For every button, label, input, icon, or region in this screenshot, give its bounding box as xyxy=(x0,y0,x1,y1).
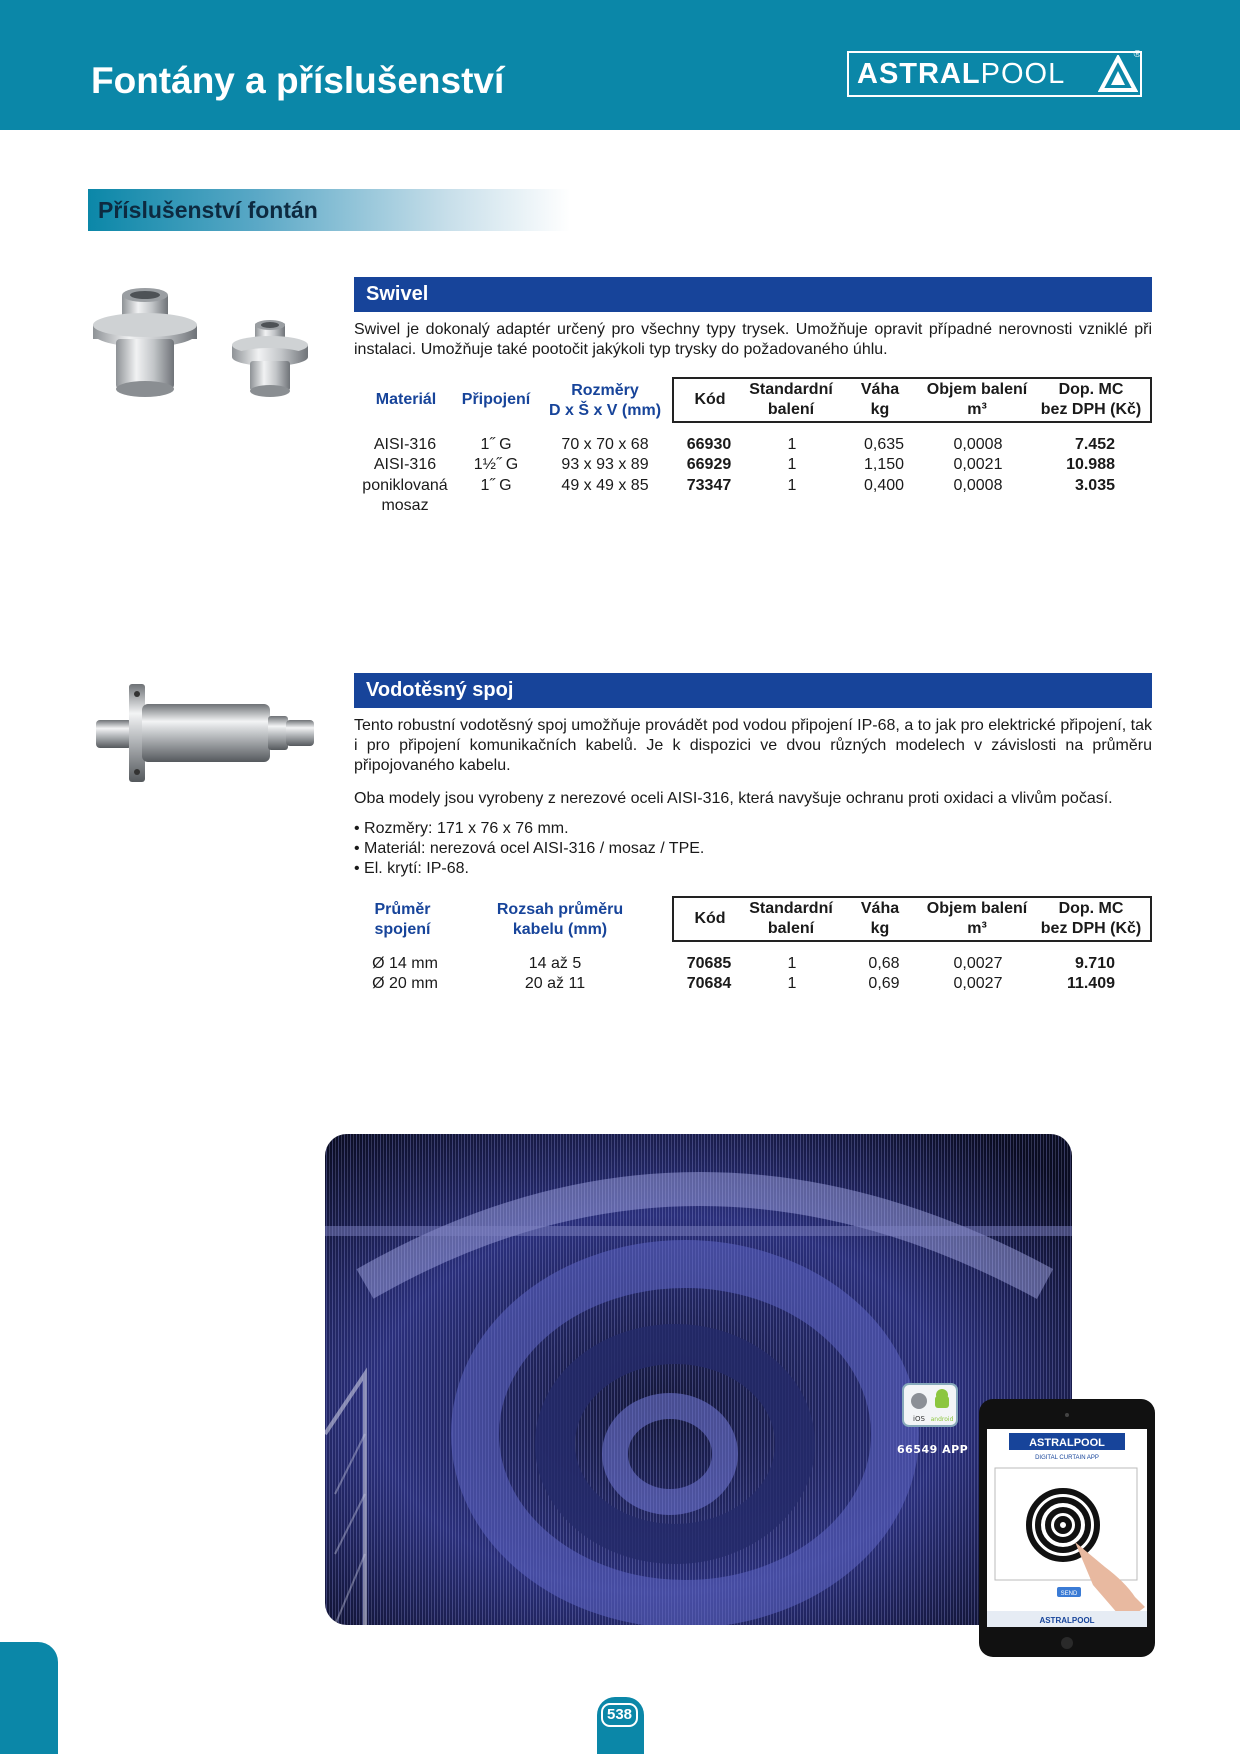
swivel-r2-package: 1 xyxy=(787,456,797,473)
joint-r1-code: 70685 xyxy=(686,955,732,972)
joint-th-range xyxy=(480,900,640,940)
joint-th-price xyxy=(1032,899,1150,939)
tablet-send-button: SEND xyxy=(1060,1591,1078,1597)
swivel-th-material: Materiál xyxy=(375,391,437,408)
joint-bullet-dimensions: • Rozměry: 171 x 76 x 76 mm. xyxy=(354,819,704,839)
waterproof-joint-photo xyxy=(96,682,318,784)
joint-th-weight-line2: kg xyxy=(870,920,890,937)
joint-r2-range: 20 až 11 xyxy=(524,975,586,992)
logo-text-bold: ASTRAL xyxy=(857,57,981,90)
joint-r1-range: 14 až 5 xyxy=(528,955,582,972)
tablet-app-image xyxy=(975,1397,1175,1662)
digital-curtain-photo xyxy=(325,1134,1072,1625)
joint-th-price-line1: Dop. MC xyxy=(1058,900,1124,917)
joint-th-diameter-line1: Průměr xyxy=(374,901,431,918)
swivel-r2-material: AISI-316 xyxy=(373,456,437,473)
swivel-r3-dimensions: 49 x 49 x 85 xyxy=(561,477,649,494)
joint-th-package xyxy=(735,899,847,939)
swivel-r2-volume: 0,0021 xyxy=(953,456,1003,473)
badge-ios-text: iOS xyxy=(913,1415,925,1423)
page-title: Fontány a příslušenství xyxy=(91,60,505,101)
swivel-r1-connection: 1˝ G xyxy=(480,436,512,453)
joint-bullet-protection: • El. krytí: IP-68. xyxy=(354,859,704,879)
joint-th-range-line1: Rozsah průměru xyxy=(496,901,624,918)
astralpool-logo xyxy=(847,51,1142,97)
swivel-r3-code: 73347 xyxy=(686,477,732,494)
tablet-logo: ASTRALPOOL xyxy=(1029,1437,1105,1449)
joint-description: Tento robustní vodotěsný spoj umožňuje provádět pod vodou připojení IP-68, a to jak pro elektrické připojení, tak i pro připojení komunikačních kabelů. Je k dispozici ve dvou různých modelech v závislosti na průměru připojovaného kabelu. xyxy=(354,717,1152,774)
tablet-screen-title: DIGITAL CURTAIN APP xyxy=(1035,1455,1099,1461)
swivel-r3-package: 1 xyxy=(787,477,797,494)
joint-title-bar: Vodotěsný spoj xyxy=(354,673,1152,708)
swivel-r3-price: 3.035 xyxy=(1074,477,1115,494)
joint-r2-package: 1 xyxy=(787,975,797,992)
swivel-product-photo xyxy=(90,285,318,420)
joint-r1-package: 1 xyxy=(787,955,797,972)
astralpool-triangle-icon xyxy=(1098,55,1138,93)
joint-th-volume-line2: m³ xyxy=(967,920,987,937)
badge-android-text: android xyxy=(930,1416,954,1423)
section-title: Příslušenství fontán xyxy=(88,189,570,231)
swivel-th-price-line2: bez DPH (Kč) xyxy=(1040,401,1142,418)
swivel-r2-connection: 1½˝ G xyxy=(473,456,519,473)
swivel-th-dimensions xyxy=(540,381,670,421)
logo-text-light: POOL xyxy=(980,57,1066,90)
swivel-th-package-line1: Standardní xyxy=(749,381,833,398)
swivel-r2-price: 10.988 xyxy=(1066,456,1115,473)
joint-r1-diameter: Ø 14 mm xyxy=(372,955,438,972)
swivel-r3-material-line2: mosaz xyxy=(381,497,429,514)
swivel-th-code: Kód xyxy=(694,391,726,408)
swivel-th-weight-line1: Váha xyxy=(860,381,900,398)
corner-tab xyxy=(0,1642,58,1754)
joint-r1-price: 9.710 xyxy=(1074,955,1115,972)
joint-th-code: Kód xyxy=(694,910,726,927)
swivel-th-volume xyxy=(918,380,1036,420)
joint-bullet-material: • Materiál: nerezová ocel AISI-316 / mosaz / TPE. xyxy=(354,839,704,859)
swivel-r3-volume: 0,0008 xyxy=(953,477,1003,494)
app-code-label: 66549 APP xyxy=(897,1443,969,1456)
swivel-th-package-line2: balení xyxy=(767,401,815,418)
swivel-th-weight-line2: kg xyxy=(870,401,890,418)
joint-r1-weight: 0,68 xyxy=(868,955,900,972)
registered-icon: ® xyxy=(1133,49,1141,60)
joint-th-weight-line1: Váha xyxy=(860,900,900,917)
swivel-th-price xyxy=(1032,380,1150,420)
swivel-th-weight xyxy=(845,380,915,420)
swivel-r1-price: 7.452 xyxy=(1074,436,1115,453)
app-store-badge[interactable] xyxy=(902,1383,958,1427)
joint-th-diameter-line2: spojení xyxy=(374,921,431,938)
swivel-r1-dimensions: 70 x 70 x 68 xyxy=(561,436,649,453)
joint-r2-weight: 0,69 xyxy=(868,975,900,992)
joint-th-package-line2: balení xyxy=(767,920,815,937)
joint-th-diameter xyxy=(355,900,450,940)
tablet-footer-logo: ASTRALPOOL xyxy=(1039,1616,1095,1625)
swivel-r1-volume: 0,0008 xyxy=(953,436,1003,453)
swivel-th-volume-line2: m³ xyxy=(967,401,987,418)
joint-r2-volume: 0,0027 xyxy=(953,975,1003,992)
joint-description-2: Oba modely jsou vyrobeny z nerezové oceli AISI-316, která navyšuje ochranu proti oxidaci a vlivům počasí. xyxy=(354,790,1113,807)
joint-th-price-line2: bez DPH (Kč) xyxy=(1040,920,1142,937)
swivel-r1-code: 66930 xyxy=(686,436,732,453)
swivel-r1-package: 1 xyxy=(787,436,797,453)
swivel-r3-connection: 1˝ G xyxy=(480,477,512,494)
swivel-r3-weight: 0,400 xyxy=(863,477,905,494)
swivel-th-connection: Připojení xyxy=(461,391,531,408)
swivel-th-dimensions-line2: D x Š x V (mm) xyxy=(548,402,662,419)
swivel-th-package xyxy=(735,380,847,420)
ios-android-icon xyxy=(902,1383,958,1427)
joint-th-volume-line1: Objem balení xyxy=(926,900,1028,917)
joint-r2-price: 11.409 xyxy=(1066,975,1115,992)
swivel-r2-code: 66929 xyxy=(686,456,732,473)
joint-th-package-line1: Standardní xyxy=(749,900,833,917)
page-header xyxy=(0,0,1240,130)
joint-r2-diameter: Ø 20 mm xyxy=(372,975,438,992)
joint-th-weight xyxy=(845,899,915,939)
joint-th-range-line2: kabelu (mm) xyxy=(512,921,608,938)
swivel-th-dimensions-line1: Rozměry xyxy=(571,382,639,399)
swivel-title-bar: Swivel xyxy=(354,277,1152,312)
joint-r1-volume: 0,0027 xyxy=(953,955,1003,972)
swivel-r2-dimensions: 93 x 93 x 89 xyxy=(561,456,649,473)
joint-bullet-list xyxy=(354,819,704,879)
joint-r2-code: 70684 xyxy=(686,975,732,992)
swivel-r1-material: AISI-316 xyxy=(373,436,437,453)
swivel-r1-weight: 0,635 xyxy=(863,436,905,453)
digital-curtain-image xyxy=(325,1134,1072,1625)
swivel-description: Swivel je dokonalý adaptér určený pro všechny typy trysek. Umožňuje opravit případné nerovnosti vzniklé při instalaci. Umožňuje také pootočit jakýkoli typ trysky do požadovaného úhlu. xyxy=(354,321,1152,358)
swivel-r3-material: poniklovaná xyxy=(362,477,448,494)
swivel-th-volume-line1: Objem balení xyxy=(926,381,1028,398)
page-number: 538 xyxy=(601,1703,638,1727)
swivel-r2-weight: 1,150 xyxy=(863,456,905,473)
joint-th-volume xyxy=(918,899,1036,939)
swivel-th-price-line1: Dop. MC xyxy=(1058,381,1124,398)
